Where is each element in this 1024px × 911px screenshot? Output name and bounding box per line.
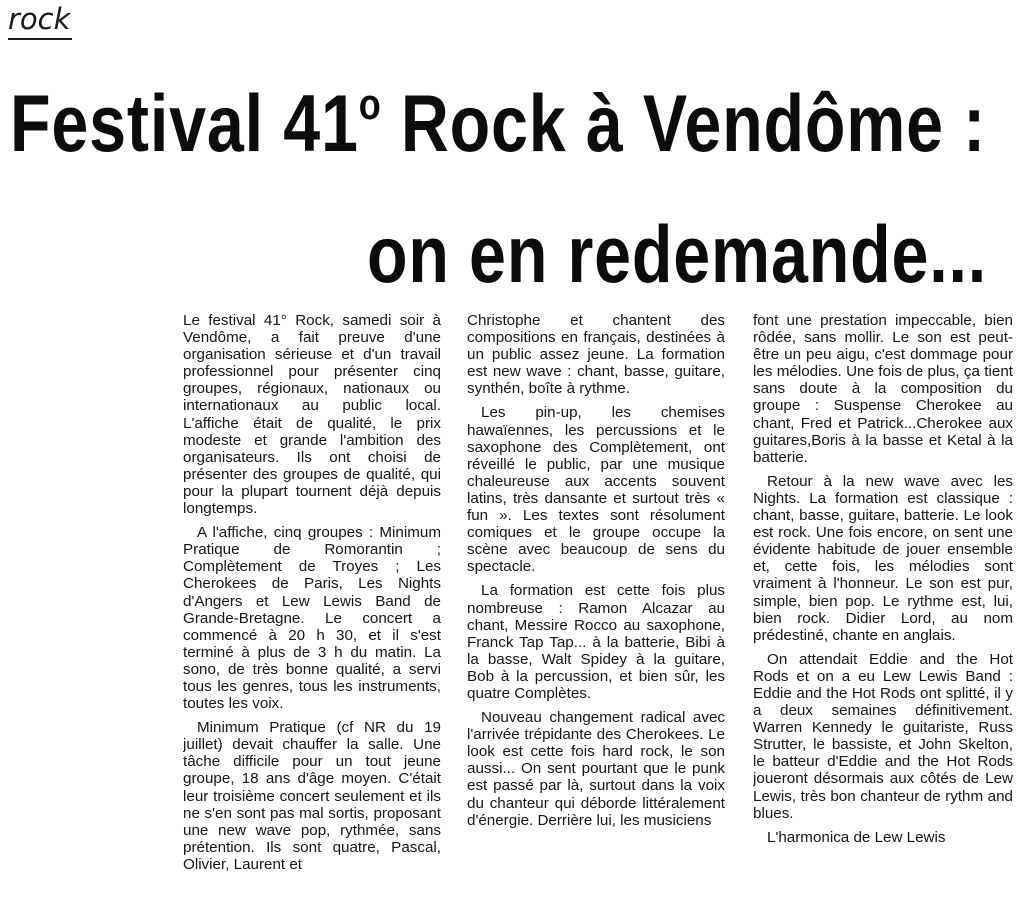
paragraph: Les pin-up, les chemises hawaïennes, les percussions et le saxophone des Complètement, ont réveillé le public, par une musique chaleureuse aux accents souvent latins, très dansante et surtout très « fun ». Les textes sont résolument comiques et le groupe occupe la scène avec beaucoup de sens du spectacle. bbox=[467, 404, 725, 576]
paragraph: font une prestation impeccable, bien rôdée, sans mollir. Le son est peut-être un peu aigu, c'est dommage pour les mélodies. Une fois de plus, ça tient sans doute à la composition du groupe : Suspense Cherokee au chant, Fred et Patrick...Cherokee aux guitares,Boris à la basse et Ketal à la batterie. bbox=[753, 312, 1013, 466]
article-column-1 bbox=[183, 312, 441, 908]
headline-line-2: on en redemande... bbox=[367, 210, 988, 300]
paragraph: Minimum Pratique (cf NR du 19 juillet) devait chauffer la salle. Une tâche difficile pour un tout jeune groupe, 18 ans d'âge moyen. C'était leur troisième concert seulement et ils ne s'en sont pas mal sortis, proposant une new wave pop, rythmée, sans prétention. Ils sont quatre, Pascal, Olivier, Laurent et bbox=[183, 719, 441, 873]
paragraph: Le festival 41° Rock, samedi soir à Vendôme, a fait preuve d'une organisation sérieuse et d'un travail professionnel pour présenter cinq groupes, régionaux, nationaux ou internationaux au public local. L'affiche était de qualité, le prix modeste et grande l'ambition des organisateurs. Ils ont choisi de présenter des groupes de qualité, qui pour la plupart tournent déjà depuis longtemps. bbox=[183, 312, 441, 518]
paragraph: On attendait Eddie and the Hot Rods et on a eu Lew Lewis Band : Eddie and the Hot Rods ont splitté, il y a deux semaines définitivement. Warren Kennedy le guitariste, Russ Strutter, le bassiste, et John Skelton, le batteur d'Eddie and the Hot Rods joueront désormais aux côtés de Lew Lewis, très bon chanteur de rythm and blues. bbox=[753, 650, 1013, 822]
article-column-3 bbox=[753, 312, 1013, 908]
paragraph: Nouveau changement radical avec l'arrivée trépidante des Cherokees. Le look est cette fois hard rock, le son aussi... On sent pourtant que le punk est passé par là, surtout dans la voix du chanteur qui déborde littéralement d'énergie. Derrière lui, les musiciens bbox=[467, 709, 725, 829]
headline-line-1 bbox=[10, 58, 987, 171]
article-column-2 bbox=[467, 312, 725, 908]
paragraph: Retour à la new wave avec les Nights. La formation est classique : chant, basse, guitare, batterie. Le look est rock. Une fois encore, on sent une évidente habitude de jouer ensemble et, cette fois, les mélodies sont vraiment à l'honneur. Le son est pur, simple, bien pop. Le rythme est, lui, bien rock. Didier Lord, au nom prédestiné, chante en anglais. bbox=[753, 472, 1013, 644]
headline-part-1: Festival 41 bbox=[10, 79, 359, 169]
headline-part-2: Rock à Vendôme : bbox=[381, 79, 987, 169]
paragraph: La formation est cette fois plus nombreuse : Ramon Alcazar au chant, Messire Rocco au saxophone, Franck Tap Tap... à la batterie, Bibi à la basse, Walt Spidey à la guitare, Bob à la percussion, et bien sûr, les quatre Complètes. bbox=[467, 582, 725, 702]
degree-sign: o bbox=[358, 80, 382, 129]
paragraph: Christophe et chantent des compositions en français, destinées à un public assez jeune. La formation est new wave : chant, basse, guitare, synthén, boîte à rythme. bbox=[467, 312, 725, 398]
section-label: rock bbox=[8, 2, 72, 40]
paragraph: L'harmonica de Lew Lewis bbox=[767, 828, 946, 846]
paragraph: A l'affiche, cinq groupes : Minimum Pratique de Romorantin ; Complètement de Troyes ; Les Cherokees de Paris, Les Nights d'Angers et Lew Lewis Band de Grande-Bretagne. Le concert a commencé à 20 h 30, et il s'est terminé à plus de 3 h du matin. La sono, de très bonne qualité, a servi tous les genres, tous les instruments, toutes les voix. bbox=[183, 524, 441, 713]
